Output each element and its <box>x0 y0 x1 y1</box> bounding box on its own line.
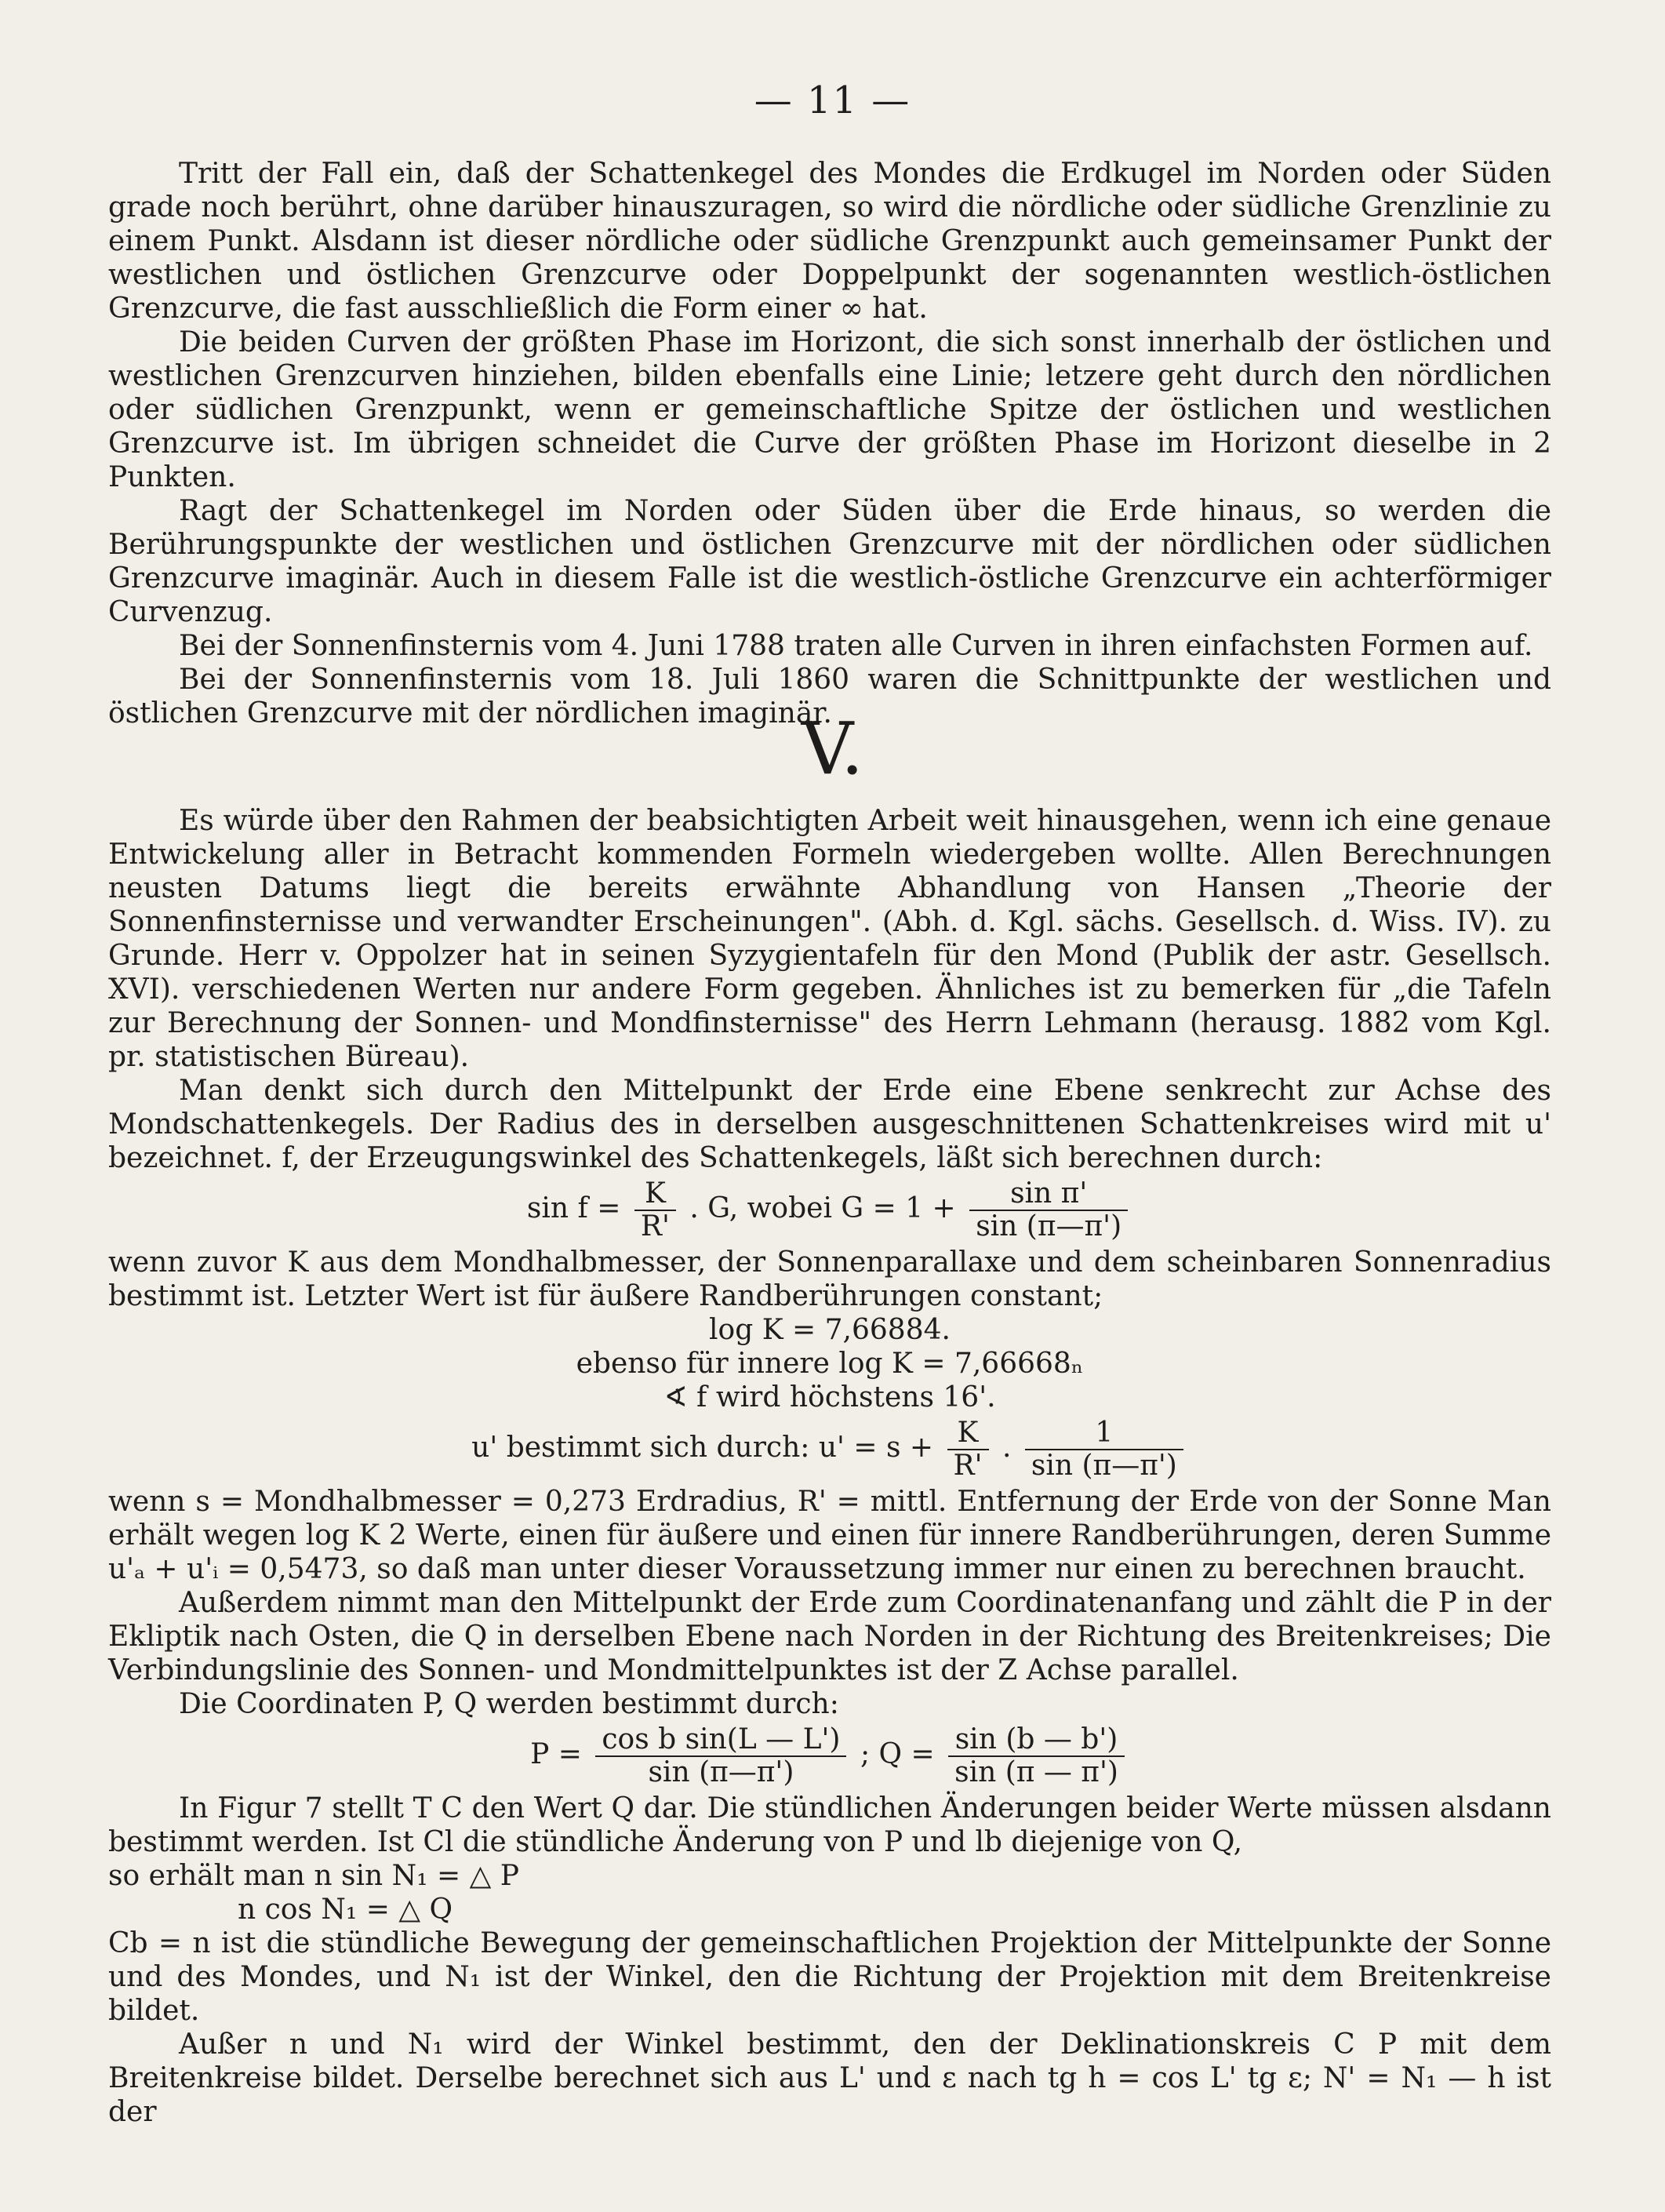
fraction: $\frac{1}{\sin (\pi—\pi')}$ <box>1025 1417 1183 1482</box>
paragraph: Die Coordinaten P, Q werden bestimmt durch: <box>179 1688 839 1720</box>
equation-log-k: log K = 7,66884. <box>709 1314 951 1346</box>
equation-angle-f: ∢ f wird höchstens 16'. <box>663 1381 996 1413</box>
fraction: $\frac{K}{R'}$ <box>634 1178 676 1242</box>
paragraph: wenn zuvor K aus dem Mondhalbmesser, der Sonnenparallaxe und dem scheinbaren Sonnenradius bestimmt ist. Letzter Wert ist für äußere Randberührungen constant; <box>108 1246 1551 1312</box>
paragraph: Es würde über den Rahmen der beabsichtigten Arbeit weit hinausgehen, wenn ich eine genaue Entwickelung aller in Betracht kommenden Formeln wiedergeben wollte. Allen Berechnungen neusten Datums liegt die bereits erwähnte Abhandlung von Hansen „Theorie der Sonnenfinsternisse und verwandter Erscheinungen". (Abh. d. Kgl. sächs. Gesellsch. d. Wiss. IV). zu Grunde. Herr v. Oppolzer hat in seinen Syzygientafeln für den Mond (Publik der astr. Gesellsch. XVI). verschiedenen Werten nur andere Form gegeben. Ähnliches ist zu bemerken für „die Tafeln zur Berechnung der Sonnen- und Mondfinsternisse" des Herrn Lehmann (herausg. 1882 vom Kgl. pr. statistischen Büreau). <box>108 805 1551 1073</box>
equation-p-q: P = $\frac{\text{cos b sin(L — L')}}{\sin (\pi—\pi')}$ ; Q = $\frac{\sin (b — b')}{\sin (\pi — \pi')}$ <box>108 1724 1551 1788</box>
section-v <box>108 804 1551 2129</box>
equation-n-cos: n cos N₁ = △ Q <box>238 1894 453 1926</box>
section-heading: V. <box>801 707 864 791</box>
equation-sin-f: sin f = $\frac{K}{R'}$ . G, wobei G = 1 + $\frac{\text{sin π'}}{\sin (\pi—\pi')}$ <box>108 1178 1551 1242</box>
paragraph: Bei der Sonnenfinsternis vom 18. Juli 1860 waren die Schnittpunkte der westlichen und östlichen Grenzcurve mit der nördlichen imaginär. <box>108 664 1551 729</box>
paragraph: Außer n und N₁ wird der Winkel bestimmt, den der Deklinationskreis C P mit dem Breitenkreise bildet. Derselbe berechnet sich aus L' und ε nach tg h = cos L' tg ε; N' = N₁ — h ist der <box>108 2028 1551 2128</box>
paragraph: Cb = n ist die stündliche Bewegung der gemeinschaftlichen Projektion der Mittelpunkte der Sonne und des Mondes, und N₁ ist der Winkel, den die Richtung der Projektion mit dem Breitenkreise bildet. <box>108 1927 1551 2027</box>
paragraph: Die beiden Curven der größten Phase im Horizont, die sich sonst innerhalb der östlichen und westlichen Grenzcurven hinziehen, bilden ebenfalls eine Linie; letzere geht durch den nördlichen oder südlichen Grenzpunkt, wenn er gemeinschaftliche Spitze der östlichen und westlichen Grenzcurve ist. Im übrigen schneidet die Curve der größten Phase im Horizont dieselbe in 2 Punkten. <box>108 326 1551 493</box>
paragraph: Außerdem nimmt man den Mittelpunkt der Erde zum Coordinatenanfang und zählt die P in der Ekliptik nach Osten, die Q in derselben Ebene nach Norden in der Richtung des Breitenkreises; Die Verbindungslinie des Sonnen- und Mondmittelpunktes ist der Z Achse parallel. <box>108 1587 1551 1686</box>
paragraph: Bei der Sonnenfinsternis vom 4. Juni 1788 traten alle Curven in ihren einfachsten Formen auf. <box>179 630 1533 662</box>
equation-log-k-inner: ebenso für innere log K = 7,66668ₙ <box>576 1348 1084 1380</box>
paragraph: wenn s = Mondhalbmesser = 0,273 Erdradius, R' = mittl. Entfernung der Erde von der Sonne Man erhält wegen log K 2 Werte, einen für äußere und einen für innere Randberührungen, deren Summe u'ₐ + u'ᵢ = 0,5473, so daß man unter dieser Voraussetzung immer nur einen zu berechnen braucht. <box>108 1486 1551 1585</box>
paragraph: In Figur 7 stellt T C den Wert Q dar. Die stündlichen Änderungen beider Werte müssen alsdann bestimmt werden. Ist Cl die stündliche Änderung von P und lb diejenige von Q, <box>108 1792 1551 1858</box>
fraction: $\frac{\sin (b — b')}{\sin (\pi — \pi')}$ <box>948 1724 1125 1788</box>
fraction: $\frac{\text{sin π'}}{\sin (\pi—\pi')}$ <box>969 1178 1128 1242</box>
paragraph: Ragt der Schattenkegel im Norden oder Süden über die Erde hinaus, so werden die Berührungspunkte der westlichen und östlichen Grenzcurve mit der nördlichen oder südlichen Grenzcurve imaginär. Auch in diesem Falle ist die westlich-östliche Grenzcurve ein achterförmiger Curvenzug. <box>108 495 1551 628</box>
paragraph: Tritt der Fall ein, daß der Schattenkegel des Mondes die Erdkugel im Norden oder Süden grade noch berührt, ohne darüber hinauszuragen, so wird die nördliche oder südliche Grenzlinie zu einem Punkt. Alsdann ist dieser nördliche oder südliche Grenzpunkt auch gemeinsamer Punkt der westlichen und östlichen Grenzcurve oder Doppelpunkt der sogenannten westlich-östlichen Grenzcurve, die fast ausschließlich die Form einer ∞ hat. <box>108 158 1551 325</box>
equation-n-sin: so erhält man n sin N₁ = △ P <box>108 1860 519 1892</box>
equation-u-prime: u' bestimmt sich durch: u' = s + $\frac{K}{R'}$ . $\frac{1}{\sin (\pi—\pi')}$ <box>108 1417 1551 1482</box>
paragraph: Man denkt sich durch den Mittelpunkt der Erde eine Ebene senkrecht zur Achse des Mondschattenkegels. Der Radius des in derselben ausgeschnittenen Schattenkreises wird mit u' bezeichnet. f, der Erzeugungswinkel des Schattenkegels, läßt sich berechnen durch: <box>108 1075 1551 1174</box>
section-iv-continuation <box>108 157 1551 730</box>
page-number: — 11 — <box>754 78 911 122</box>
fraction: $\frac{K}{R'}$ <box>947 1417 989 1482</box>
fraction: $\frac{\text{cos b sin(L — L')}}{\sin (\pi—\pi')}$ <box>595 1724 846 1788</box>
